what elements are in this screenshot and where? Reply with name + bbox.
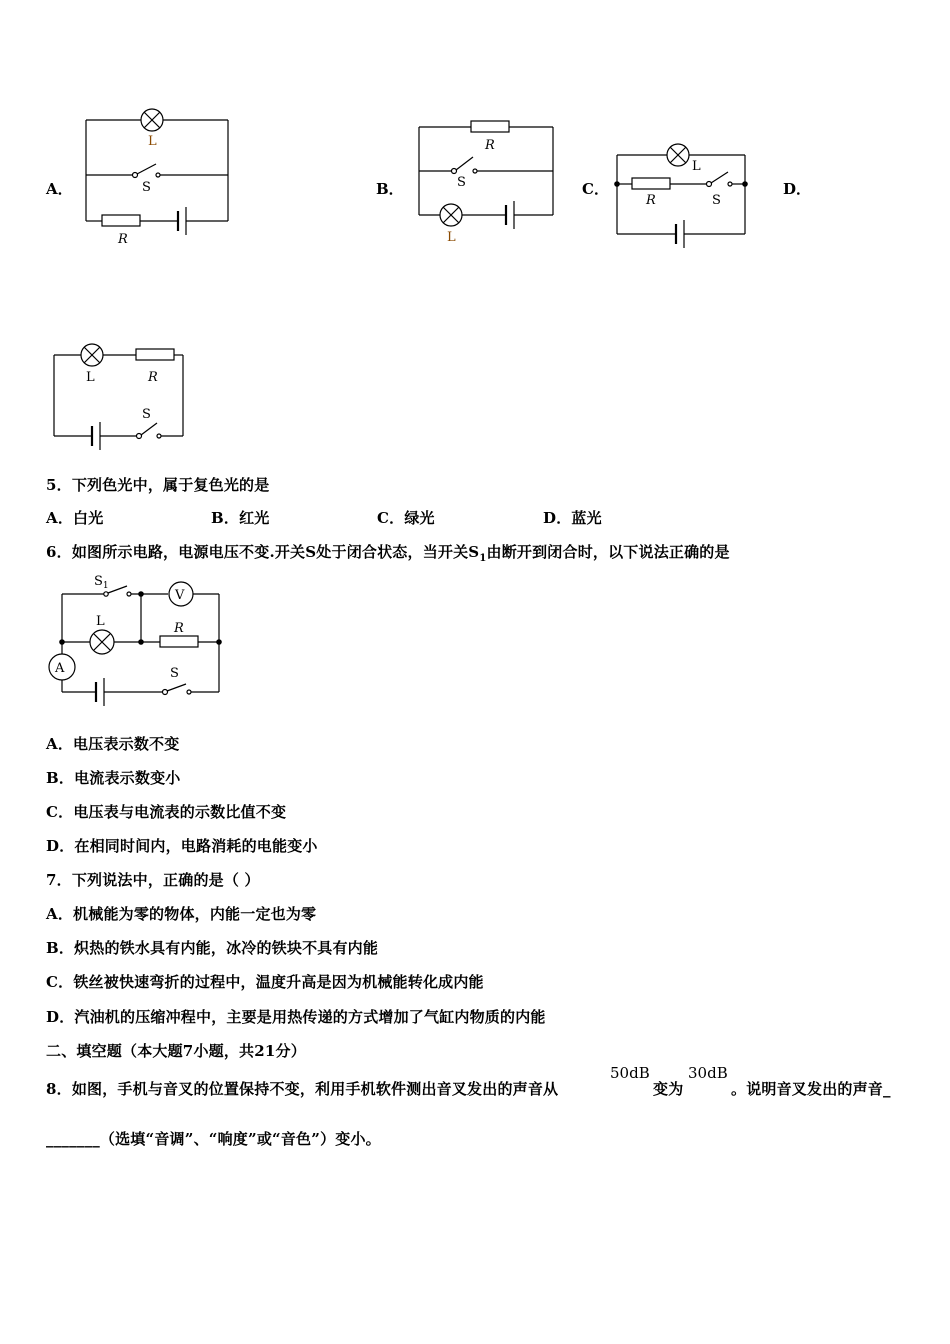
q5-option-b: B．红光 xyxy=(211,509,270,527)
q8-value-30db: 30dB xyxy=(688,1064,728,1082)
switch-label: S xyxy=(712,193,721,208)
q8-text-part2: 变为 xyxy=(653,1080,684,1098)
resistor-label: R xyxy=(646,193,656,208)
resistor-label: R xyxy=(148,370,158,385)
option-a-label: A． xyxy=(46,180,73,198)
switch-s-label: S xyxy=(170,666,179,681)
q8-value-50db: 50dB xyxy=(610,1064,650,1082)
option-d-label: D． xyxy=(783,180,812,198)
switch-s1-label: $S_1$ xyxy=(94,574,109,591)
voltmeter-label: V xyxy=(175,588,185,603)
circuit-diagram-d xyxy=(48,340,193,455)
section-2-title: 二、填空题（本大题7小题，共21分） xyxy=(46,1042,306,1060)
lamp-label: L xyxy=(447,230,456,245)
resistor-label: R xyxy=(118,232,128,247)
lamp-label: L xyxy=(692,159,701,174)
q6-option-b: B．电流表示数变小 xyxy=(46,769,181,787)
lamp-label: L xyxy=(86,370,95,385)
lamp-label: L xyxy=(96,614,105,629)
q5-stem: 5．下列色光中，属于复色光的是 xyxy=(46,476,270,494)
option-b-label: B． xyxy=(376,180,404,198)
q5-option-a: A．白光 xyxy=(46,509,104,527)
q7-option-d: D．汽油机的压缩冲程中，主要是用热传递的方式增加了气缸内物质的内能 xyxy=(46,1008,546,1026)
circuit-diagram-c xyxy=(610,140,755,250)
q7-option-c: C．铁丝被快速弯折的过程中，温度升高是因为机械能转化成内能 xyxy=(46,973,484,991)
ammeter-label: A xyxy=(55,661,65,676)
q7-stem: 7．下列说法中，正确的是（ ） xyxy=(46,871,260,889)
q7-option-b: B．炽热的铁水具有内能，冰冷的铁块不具有内能 xyxy=(46,939,379,957)
q8-line2: _______（选填“音调”、“响度”或“音色”）变小。 xyxy=(46,1130,381,1148)
q5-option-c: C．绿光 xyxy=(377,509,435,527)
q8-text-part3: 。说明音叉发出的声音_ xyxy=(731,1080,891,1098)
circuit-diagram-q6 xyxy=(44,570,229,710)
q6-option-d: D．在相同时间内，电路消耗的电能变小 xyxy=(46,837,318,855)
circuit-diagram-a xyxy=(80,105,235,245)
switch-label: S xyxy=(142,407,151,422)
lamp-label: L xyxy=(148,134,157,149)
q7-option-a: A．机械能为零的物体，内能一定也为零 xyxy=(46,905,317,923)
q6-option-c: C．电压表与电流表的示数比值不变 xyxy=(46,803,287,821)
q8-answer-blank[interactable]: _______ xyxy=(46,1130,100,1148)
switch-label: S xyxy=(457,175,466,190)
resistor-label: R xyxy=(174,621,184,636)
circuit-diagram-b xyxy=(413,115,558,250)
switch-label: S xyxy=(142,180,151,195)
q5-option-d: D．蓝光 xyxy=(543,509,602,527)
option-c-label: C． xyxy=(582,180,609,198)
q6-option-a: A．电压表示数不变 xyxy=(46,735,180,753)
q8-text-part1: 8．如图，手机与音叉的位置保持不变，利用手机软件测出音叉发出的声音从 xyxy=(46,1080,559,1098)
resistor-label: R xyxy=(485,138,495,153)
q6-stem: 6．如图所示电路，电源电压不变.开关S处于闭合状态，当开关$S_1$由断开到闭合时，以下说法正确的是 xyxy=(46,543,730,564)
